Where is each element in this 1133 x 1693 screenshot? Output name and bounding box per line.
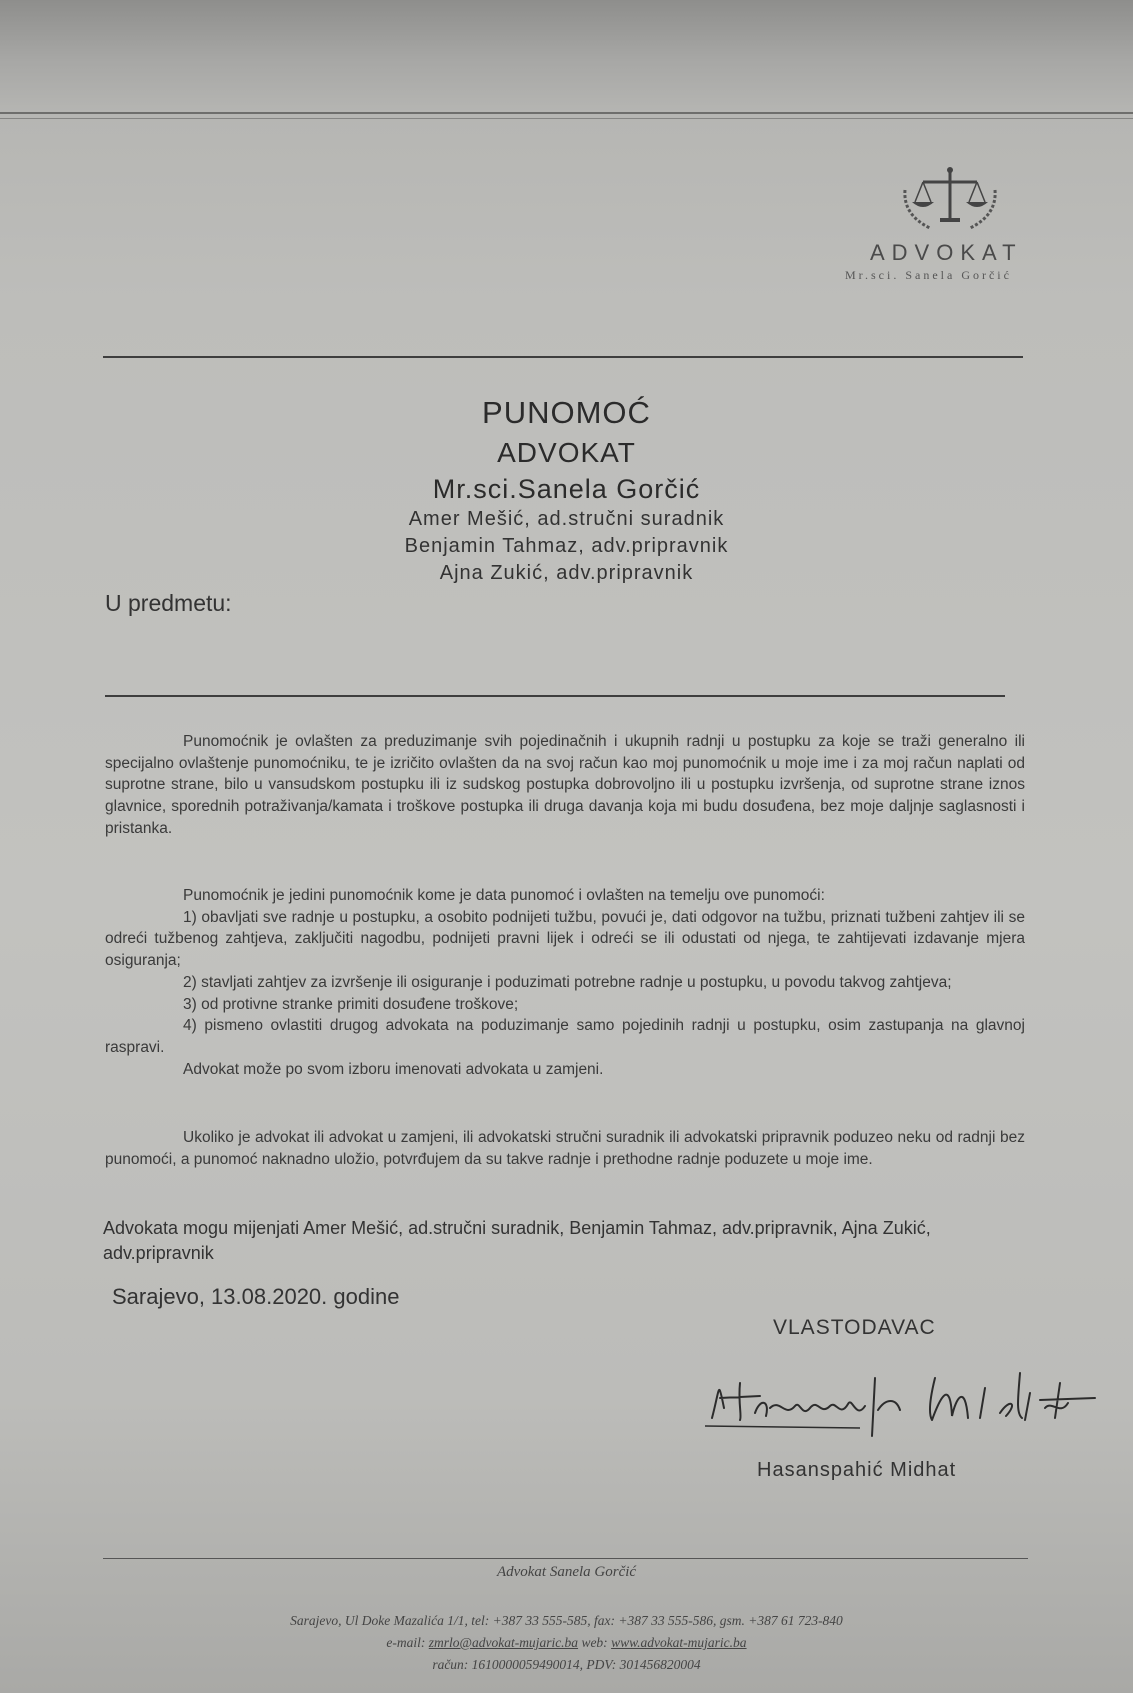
document-title: PUNOMOĆ — [482, 395, 651, 430]
grantor-label: VLASTODAVAC — [773, 1316, 936, 1339]
footer-address: Sarajevo, Ul Doke Mazalića 1/1, tel: +387 33 555-585, fax: +387 33 555-586, gsm. +387 61 723-840 — [290, 1613, 843, 1628]
associate-line: Amer Mešić, ad.stručni suradnik — [408, 508, 725, 530]
paragraph-text: Ukoliko je advokat ili advokat u zamjeni, ili advokatski stručni suradnik ili advokatski pripravnik poduzeo neku od radnji bez punomoći, a punomoć naknadno uložio, potvrđujem da su takve radnje i prethodne radnje poduzete u moje ime. — [105, 1129, 1025, 1168]
power-item: 2) stavljati zahtjev za izvršenje ili osiguranje i poduzimati potrebne radnje u postupku, u povodu takvog zahtjeva; — [183, 973, 952, 991]
paragraph-text: Punomoćnik je ovlašten za preduzimanje svih pojedinačnih i ukupnih radnji u postupku za koje se traži generalno ili specijalno ovlaštenje punomoćniku, te je izričito ovlašten da na svoj račun kao moj punomoćnik u moje ime i za moj račun naplati od suprotne strane, bilo u vansudskom postupku ili iz sudskog postupka dobrovoljno ili u postupku izvršenja, od suprotne strane iznos glavnice, sporednih potraživanja/kamata i troškove postupka ili druga davanja koja mi budu dosuđena, bez moje daljnje saglasnosti i pristanka. — [105, 733, 1025, 837]
powers-paragraph — [105, 885, 1025, 1080]
attorney-name: Mr.sci.Sanela Gorčić — [432, 474, 701, 504]
date-place: Sarajevo, 13.08.2020. godine — [112, 1284, 400, 1309]
powers-intro: Punomoćnik je jedini punomoćnik kome je data punomoć i ovlašten na temelju ove punomoći: — [183, 887, 825, 904]
web-link[interactable]: www.advokat-mujaric.ba — [611, 1635, 747, 1650]
document-role: ADVOKAT — [497, 437, 636, 468]
authorization-paragraph — [105, 731, 1025, 840]
power-item: 1) obavljati sve radnje u postupku, a osobito podnijeti tužbu, povući je, dati odgovor na tužbu, priznati tužbeni zahtjev ili se odreći tužbenog zahtjeva, zaključiti nagodbu, podnijeti pravni lijek i odreći se ili odustati od njega, te zahtijevati izdavanje mjera osiguranja; — [105, 908, 1025, 970]
powers-closing: Advokat može po svom izboru imenovati advokata u zamjeni. — [183, 1060, 604, 1078]
web-label: web: — [581, 1635, 608, 1650]
power-item: 4) pismeno ovlastiti drugog advokata na poduzimanje samo pojedinih radnji u postupku, osim zastupanja na glavnoj raspravi. — [105, 1017, 1025, 1056]
grantor-name: Hasanspahić Midhat — [757, 1459, 957, 1481]
email-link[interactable]: zmrlo@advokat-mujaric.ba — [428, 1635, 579, 1650]
footer-rule — [103, 1558, 1028, 1559]
letterhead-subtitle: Mr.sci. Sanela Gorčić — [845, 268, 1012, 282]
power-item: 3) od protivne stranke primiti dosuđene troškove; — [183, 995, 519, 1013]
footer-contact — [0, 1635, 1133, 1651]
scan-edge-line-2 — [0, 118, 1133, 119]
scan-edge-line — [0, 112, 1133, 114]
ratification-paragraph — [105, 1127, 1025, 1170]
letterhead-title: ADVOKAT — [870, 240, 1023, 265]
associate-line: Benjamin Tahmaz, adv.pripravnik — [404, 535, 729, 557]
substitutes-text: Advokata mogu mijenjati Amer Mešić, ad.stručni suradnik, Benjamin Tahmaz, adv.pripravnik, Ajna Zukić, adv.pripravnik — [103, 1218, 931, 1263]
footer-title: Advokat Sanela Gorčić — [496, 1564, 637, 1580]
subject-rule — [105, 695, 1005, 697]
handwritten-signature — [700, 1358, 1100, 1438]
footer-account: račun: 1610000059490014, PDV: 301456820004 — [432, 1657, 701, 1672]
subject-label: U predmetu: — [105, 590, 232, 616]
associate-line: Ajna Zukić, adv.pripravnik — [439, 562, 694, 584]
header-rule — [103, 356, 1023, 358]
scales-of-justice-icon — [895, 160, 1005, 235]
email-label: e-mail: — [386, 1635, 426, 1650]
